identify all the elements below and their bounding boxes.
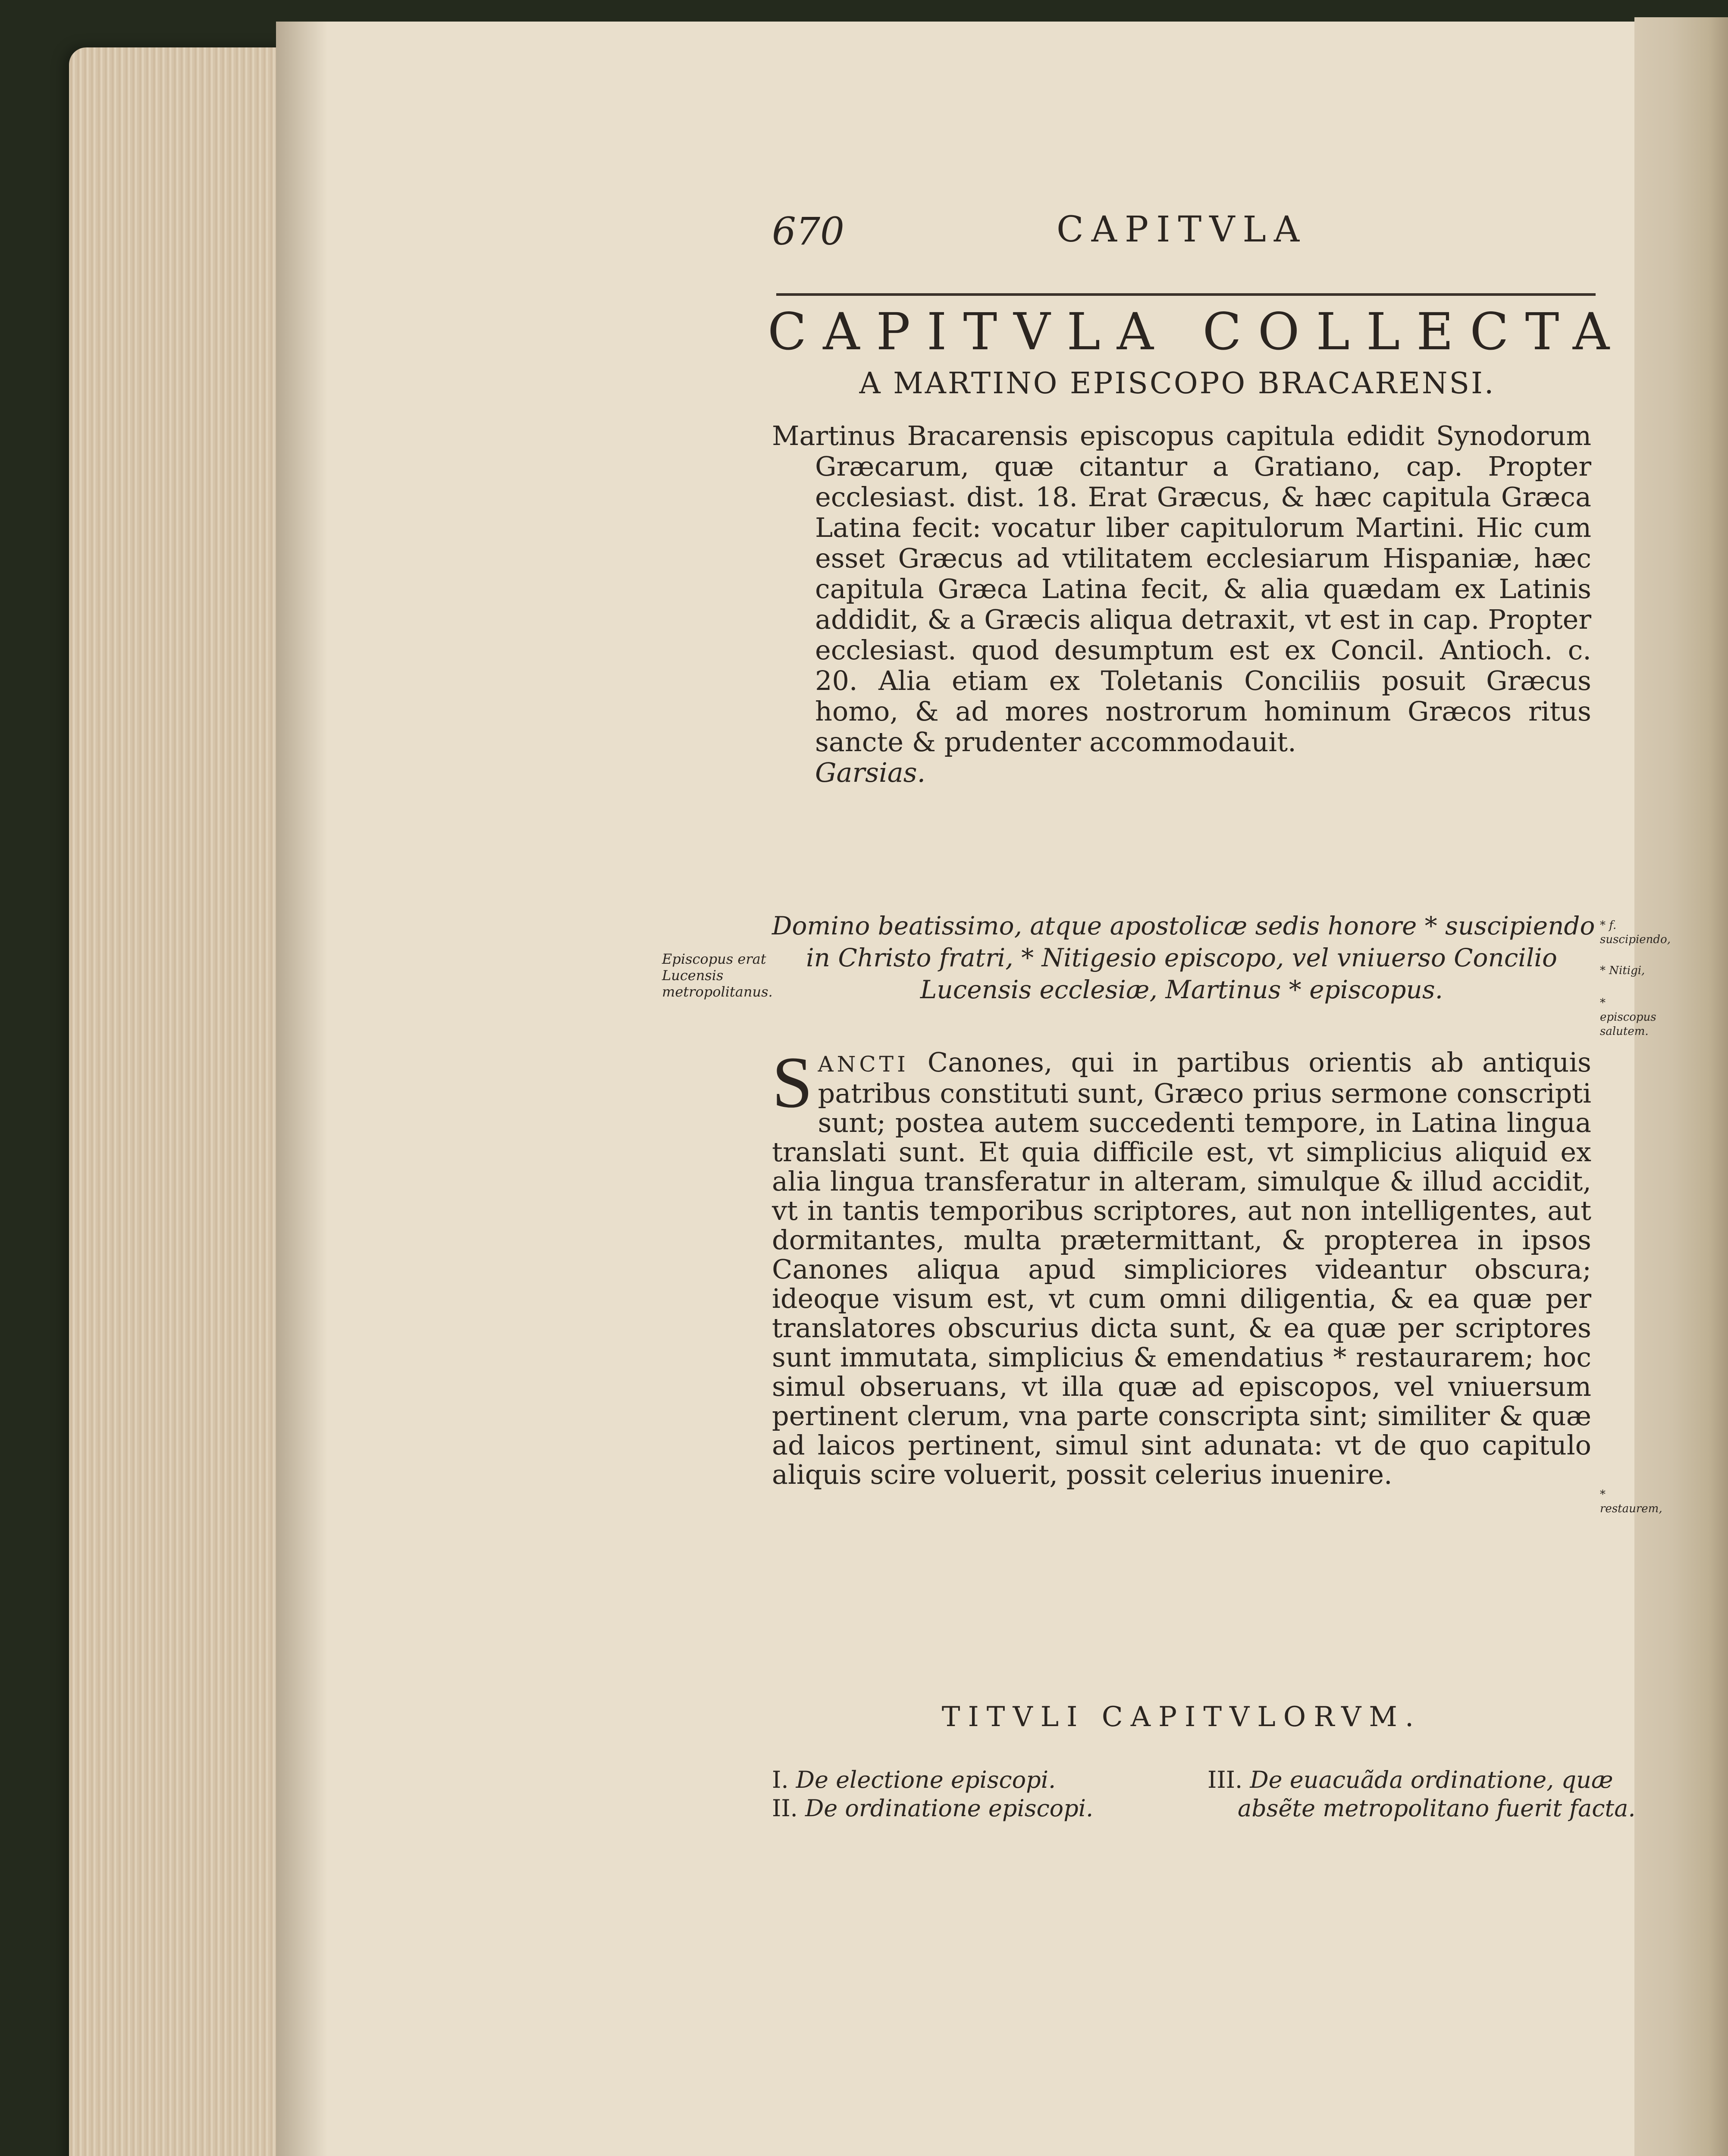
page-block-edges bbox=[69, 47, 310, 2156]
chapter-title: CAPITVLA COLLECTA bbox=[768, 302, 1626, 361]
item-text: De euacuãda ordinatione, quæ bbox=[1250, 1766, 1613, 1793]
salutation-line: in Christo fratri, * Nitigesio episcopo, vel vniuerso Concilio bbox=[806, 943, 1557, 972]
intro-author: Garsias. bbox=[815, 757, 926, 788]
list-item bbox=[772, 1794, 1093, 1823]
margin-note-right: * f. suscipiendo, bbox=[1600, 919, 1671, 946]
gutter-shadow bbox=[276, 22, 328, 2156]
list-item bbox=[772, 1766, 1056, 1794]
item-text: De ordinatione episcopi. bbox=[805, 1795, 1094, 1822]
header-rule bbox=[776, 293, 1596, 296]
item-number: I. bbox=[772, 1766, 789, 1793]
item-text: De electione episcopi. bbox=[796, 1766, 1056, 1793]
salutation bbox=[772, 910, 1595, 1006]
chapter-subtitle: A MARTINO EPISCOPO BRACARENSI. bbox=[859, 367, 1496, 401]
running-head bbox=[772, 205, 1583, 265]
page-number: 670 bbox=[772, 209, 844, 254]
facing-page-edge bbox=[1634, 17, 1728, 2156]
titles-heading: TITVLI CAPITVLORVM. bbox=[941, 1701, 1422, 1733]
margin-note-right: * episcopus salutem. bbox=[1600, 997, 1656, 1038]
item-number: II. bbox=[772, 1795, 798, 1822]
salutation-line: Lucensis ecclesiæ, Martinus * episcopus. bbox=[920, 975, 1443, 1004]
body-text: Canones, qui in partibus orientis ab antiquis patribus constituti sunt, Græco prius sermone conscripti sunt; postea autem succedenti tempore, in Latina lingua translati sunt. Et quia difficile est, vt simplicius aliquid ex alia lingua transferatur in alteram, simulque & illud accidit, vt in tantis temporibus scriptores, aut non intelligentes, aut dormitantes, multa prætermittant, & propterea in ipsos Canones aliqua apud simpliciores videantur obscura; ideoque visum est, vt cum omni diligentia, & ea quæ per translatores obscurius dicta sunt, & ea quæ per scriptores sunt immutata, simplicius & emendatius * restaurarem; hoc simul obseruans, vt illa quæ ad episcopos, vel vniuersum pertinent clerum, vna parte conscripta sint; similiter & quæ ad laicos pertinent, simul sint adunata: vt de quo capitulo aliquis scire voluerit, possit celerius inuenire. bbox=[772, 1047, 1591, 1490]
salutation-line: Domino beatissimo, atque apostolicæ sedis honore * suscipiendo bbox=[772, 911, 1595, 940]
intro-text: Martinus Bracarensis episcopus capitula edidit Synodorum Græcarum, quæ citantur a Gratiano, cap. Propter ecclesiast. dist. 18. Erat Græcus, & hæc capitula Græca Latina fecit: vocatur liber capitulorum Martini. Hic cum esset Græcus ad vtilitatem ecclesiarum Hispaniæ, hæc capitula Græca Latina fecit, & alia quædam ex Latinis addidit, & a Græcis aliqua detraxit, vt est in cap. Propter ecclesiast. quod desumptum est ex Concil. Antioch. c. 20. Alia etiam ex Toletanis Conciliis posuit Græcus homo, & ad mores nostrorum hominum Græcos ritus sancte & prudenter accommodauit. bbox=[772, 420, 1591, 758]
letter-body bbox=[772, 1042, 1591, 1490]
item-number: III. bbox=[1207, 1766, 1243, 1793]
list-item bbox=[1207, 1766, 1613, 1794]
drop-cap: S bbox=[772, 1042, 813, 1123]
margin-note-right: * Nitigi, bbox=[1600, 964, 1645, 977]
margin-note-left: Episcopus erat Lucensis metropolitanus. bbox=[662, 951, 773, 1000]
first-word: ANCTI bbox=[818, 1052, 909, 1077]
margin-note-right: * restaurem, bbox=[1600, 1488, 1662, 1515]
running-title: CAPITVLA bbox=[1057, 209, 1308, 250]
intro-paragraph bbox=[772, 420, 1591, 788]
list-item bbox=[1238, 1794, 1636, 1823]
titles-list bbox=[772, 1766, 1636, 1835]
item-text: absẽte metropolitano fuerit facta. bbox=[1238, 1795, 1636, 1822]
